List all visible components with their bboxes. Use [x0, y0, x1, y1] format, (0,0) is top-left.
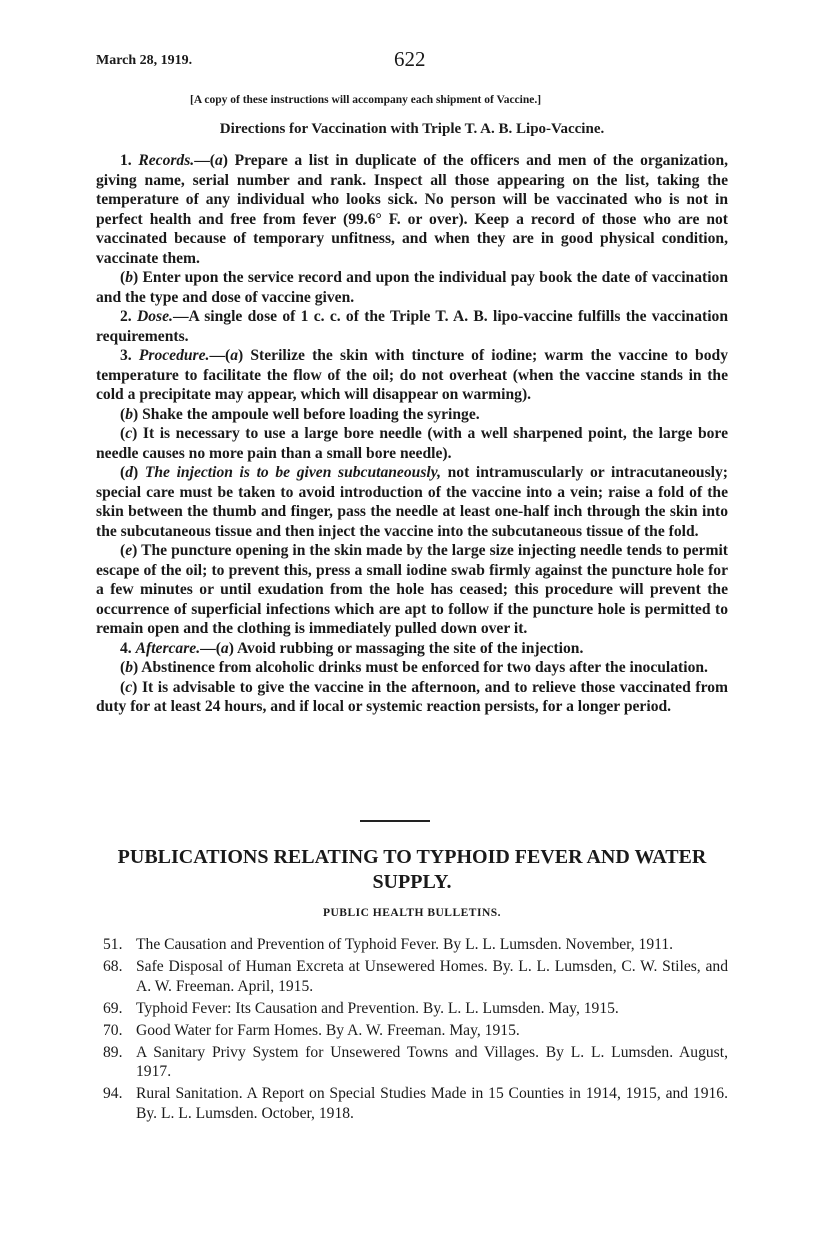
- section-divider: [360, 820, 430, 822]
- aftercare-label: Aftercare.: [135, 639, 201, 657]
- bulletin-text: Typhoid Fever: Its Causation and Prevention. By. L. L. Lumsden. May, 1915.: [136, 999, 619, 1017]
- paragraph-procedure-e: (e) The puncture opening in the skin made by the large size injecting needle tends to permit escape of the oil; to prevent this, press a small iodine swab firmly against the puncture hole for a few minutes or until exudation from the hole has ceased; this procedure will prevent the occurrence of superficial infections which are apt to follow if the puncture hole is permitted to remain open and the clothing is immediately pulled down over it.: [96, 542, 728, 637]
- bulletin-number: 89.: [103, 1043, 123, 1061]
- records-b-text: Enter upon the service record and upon the individual pay book the date of vaccination and the type and dose of vaccine given.: [96, 269, 729, 306]
- bulletin-item: [96, 999, 728, 1019]
- bulletin-number: 69.: [103, 999, 123, 1017]
- bulletin-list: [96, 935, 728, 1126]
- paragraph-procedure-c: (c) It is necessary to use a large bore needle (with a well sharpened point, the large bore needle causes no more pain than a small bore needle).: [96, 425, 728, 462]
- dose-text: A single dose of 1 c. c. of the Triple T. A. B. lipo-vaccine fulfills the vaccination requirements.: [96, 308, 729, 345]
- bulletin-text: A Sanitary Privy System for Unsewered Towns and Villages. By L. L. Lumsden. August, 1917.: [136, 1043, 728, 1080]
- paragraph-procedure-d: (d) The injection is to be given subcutaneously, not intramuscularly or intracutaneously; special care must be taken to avoid introduction of the vaccine into a vein; raise a fold of the skin between the thumb and finger, pass the needle at least one-half inch through the skin into the subcutaneous tissue and then inject the vaccine into the subcutaneous tissue of the fold.: [96, 464, 728, 540]
- publications-title: PUBLICATIONS RELATING TO TYPHOID FEVER AND WATER SUPPLY.: [117, 846, 707, 893]
- records-a-text: Prepare a list in duplicate of the officers and men of the organization, giving name, serial number and rank. Inspect all those appearing on the list, taking the temperature of any individual who looks sick. No person will be vaccinated who is not in perfect health and free from fever (99.6° F. or over). Keep a record of those who are not vaccinated because of temporary unfitness, and when they are in good physical condition, vaccinate them.: [96, 152, 729, 267]
- dose-label: Dose.: [136, 308, 173, 325]
- paragraph-aftercare-b: (b) Abstinence from alcoholic drinks must be enforced for two days after the inoculation.: [120, 659, 708, 676]
- procedure-a-text: Sterilize the skin with tincture of iodine; warm the vaccine to body temperature to facilitate the flow of the oil; do not overheat (when the vaccine stands in the cold a precipitate may appear, which will disappear on warming).: [96, 347, 728, 403]
- paragraph-records-b: (b) Enter upon the service record and upon the individual pay book the date of vaccination and the type and dose of vaccine given.: [96, 269, 729, 306]
- bulletin-item: [96, 935, 728, 955]
- procedure-d-text: not intramuscularly or intracutaneously; special care must be taken to avoid introduction of the vaccine into a vein; raise a fold of the skin between the thumb and finger, pass the needle at least one-half inch through the skin into the subcutaneous tissue and then inject the vaccine into the subcutaneous tissue of the fold.: [96, 464, 728, 540]
- bulletin-number: 51.: [103, 936, 123, 953]
- procedure-b-text: Shake the ampoule well before loading the syringe.: [142, 405, 480, 423]
- paragraph-records-a: 1. Records.—(a) Prepare a list in duplicate of the officers and men of the organization, giving name, serial number and rank. Inspect all those appearing on the list, taking the temperature of any individual who looks sick. No person will be vaccinated who is not in perfect health and free from fever (99.6° F. or over). Keep a record of those who are not vaccinated because of temporary unfitness, and when they are in good physical condition, vaccinate them.: [96, 152, 729, 267]
- bulletin-item: [96, 957, 728, 996]
- aftercare-a-text: Avoid rubbing or massaging the site of the injection.: [236, 639, 584, 657]
- bulletin-item: [96, 1084, 728, 1123]
- header-date: March 28, 1919.: [96, 53, 193, 68]
- bulletin-item: [96, 1043, 728, 1082]
- bulletin-number: 68.: [103, 958, 123, 975]
- bulletin-number: 70.: [103, 1021, 123, 1039]
- procedure-c-text: It is necessary to use a large bore needle (with a well sharpened point, the large bore needle causes no more pain than a small bore needle).: [96, 425, 728, 462]
- procedure-e-text: The puncture opening in the skin made by the large size injecting needle tends to permit escape of the oil; to prevent this, press a small iodine swab firmly against the puncture hole for a few minutes or until exudation from the hole has ceased; this procedure will prevent the occurrence of superficial infections which are apt to follow if the puncture hole is permitted to remain open and the clothing is immediately pulled down over it.: [96, 542, 728, 637]
- bulletin-item: [96, 1021, 728, 1041]
- paragraph-aftercare-c: (c) It is advisable to give the vaccine in the afternoon, and to relieve those vaccinated from duty for at least 24 hours, and if local or systemic reaction persists, for a longer period.: [96, 678, 729, 715]
- publications-subtitle: PUBLIC HEALTH BULLETINS.: [322, 907, 502, 919]
- aftercare-b-text: Abstinence from alcoholic drinks must be enforced for two days after the inoculation.: [141, 659, 708, 676]
- aftercare-c-text: It is advisable to give the vaccine in the afternoon, and to relieve those vaccinated from duty for at least 24 hours, and if local or systemic reaction persists, for a longer period.: [96, 678, 729, 715]
- paragraph-aftercare-a: 4. Aftercare.—(a) Avoid rubbing or massaging the site of the injection.: [120, 639, 584, 657]
- page-number: 622: [394, 47, 426, 71]
- directions-title: Directions for Vaccination with Triple T. A. B. Lipo-Vaccine.: [219, 121, 605, 137]
- bulletin-text: Safe Disposal of Human Excreta at Unsewered Homes. By. L. L. Lumsden, C. W. Stiles, and A. W. Freeman. April, 1915.: [136, 958, 728, 995]
- records-label: Records.: [138, 152, 195, 169]
- procedure-label: Procedure.: [138, 347, 210, 364]
- bulletin-text: The Causation and Prevention of Typhoid Fever. By L. L. Lumsden. November, 1911.: [136, 936, 674, 953]
- paragraph-procedure-b: (b) Shake the ampoule well before loading the syringe.: [120, 405, 480, 423]
- bulletin-number: 94.: [103, 1085, 123, 1102]
- directions-body: [96, 151, 728, 717]
- paragraph-dose: 2. Dose.—A single dose of 1 c. c. of the Triple T. A. B. lipo-vaccine fulfills the vaccination requirements.: [96, 308, 729, 345]
- paragraph-procedure-a: 3. Procedure.—(a) Sterilize the skin with tincture of iodine; warm the vaccine to body temperature to facilitate the flow of the oil; do not overheat (when the vaccine stands in the cold a precipitate may appear, which will disappear on warming).: [96, 347, 728, 403]
- procedure-d-italic: The injection is to be given subcutaneously,: [144, 464, 441, 481]
- copy-note: [A copy of these instructions will accompany each shipment of Vaccine.]: [190, 94, 542, 106]
- bulletin-text: Rural Sanitation. A Report on Special Studies Made in 15 Counties in 1914, 1915, and 1916. By. L. L. Lumsden. October, 1918.: [136, 1085, 728, 1122]
- bulletin-text: Good Water for Farm Homes. By A. W. Freeman. May, 1915.: [136, 1021, 520, 1039]
